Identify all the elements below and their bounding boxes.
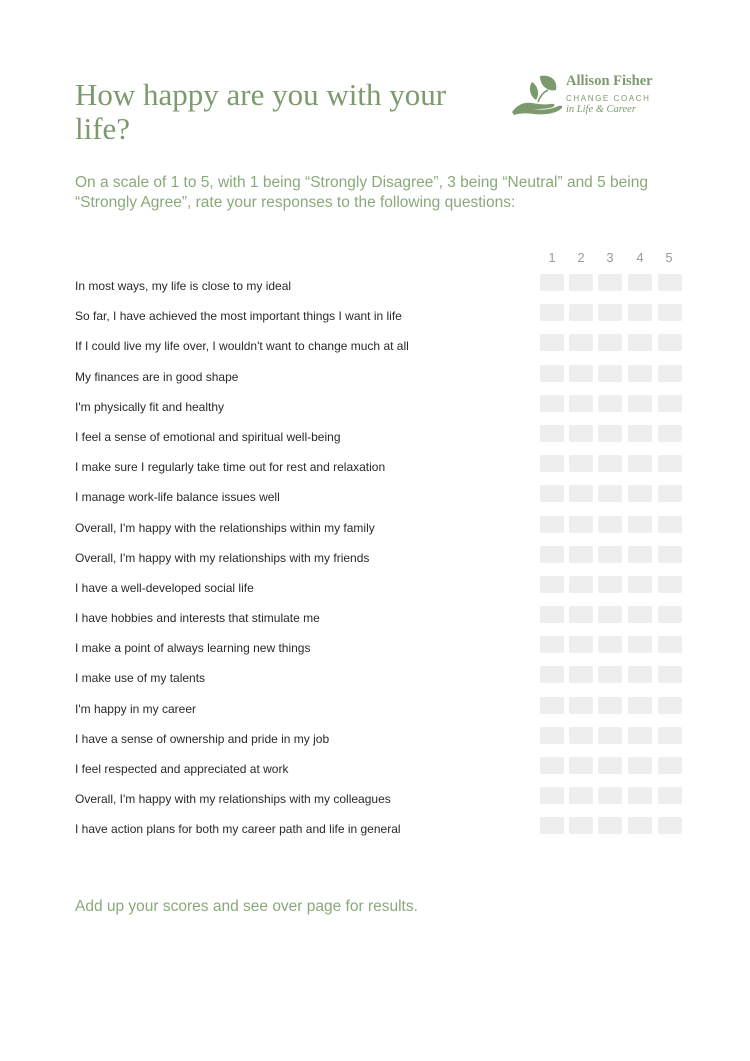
rating-box-5[interactable] (658, 576, 682, 593)
rating-box-1[interactable] (540, 787, 564, 804)
rating-box-2[interactable] (569, 636, 593, 653)
rating-box-2[interactable] (569, 304, 593, 321)
rating-scale-header (539, 250, 689, 266)
question-text: I make sure I regularly take time out for rest and relaxation (75, 460, 386, 475)
rating-box-5[interactable] (658, 274, 682, 291)
rating-box-3[interactable] (598, 817, 622, 834)
question-text: I feel a sense of emotional and spiritual well-being (75, 429, 341, 444)
rating-box-5[interactable] (658, 455, 682, 472)
rating-box-1[interactable] (540, 334, 564, 351)
rating-box-5[interactable] (658, 757, 682, 774)
question-text: I'm happy in my career (75, 701, 197, 716)
scale-label-1: 1 (548, 250, 556, 265)
rating-box-4[interactable] (628, 455, 652, 472)
logo-tagline: CHANGE COACH (566, 94, 651, 103)
question-list (75, 269, 695, 843)
question-text: Overall, I'm happy with my relationships with my colleagues (75, 792, 391, 807)
rating-box-1[interactable] (540, 757, 564, 774)
rating-box-3[interactable] (598, 516, 622, 533)
rating-box-4[interactable] (628, 606, 652, 623)
scale-label-3: 3 (606, 250, 614, 265)
rating-box-2[interactable] (569, 365, 593, 382)
rating-box-2[interactable] (569, 425, 593, 442)
leaf-hand-icon (510, 72, 566, 116)
question-text: In most ways, my life is close to my ideal (75, 279, 292, 293)
rating-box-5[interactable] (658, 425, 682, 442)
rating-box-4[interactable] (628, 757, 652, 774)
rating-box-3[interactable] (598, 274, 622, 291)
question-row (75, 269, 695, 299)
rating-box-4[interactable] (628, 727, 652, 744)
rating-box-3[interactable] (598, 757, 622, 774)
rating-box-3[interactable] (598, 666, 622, 683)
rating-box-4[interactable] (628, 576, 652, 593)
rating-box-1[interactable] (540, 395, 564, 412)
rating-box-2[interactable] (569, 606, 593, 623)
rating-box-3[interactable] (598, 546, 622, 563)
rating-box-5[interactable] (658, 697, 682, 714)
rating-box-2[interactable] (569, 274, 593, 291)
question-text: I make a point of always learning new things (75, 641, 311, 656)
rating-box-4[interactable] (628, 395, 652, 412)
rating-box-5[interactable] (658, 727, 682, 744)
question-row (75, 692, 695, 722)
rating-box-2[interactable] (569, 485, 593, 502)
question-text: Overall, I'm happy with the relationships within my family (75, 520, 375, 535)
rating-box-5[interactable] (658, 606, 682, 623)
instructions: On a scale of 1 to 5, with 1 being “Strongly Disagree”, 3 being “Neutral” and 5 being “Strongly Agree”, rate your responses to the following questions: (75, 174, 648, 211)
scale-label-5: 5 (665, 250, 673, 265)
brand-logo (510, 70, 690, 122)
rating-box-3[interactable] (598, 606, 622, 623)
question-text: I make use of my talents (75, 671, 206, 686)
rating-box-1[interactable] (540, 425, 564, 442)
rating-box-4[interactable] (628, 425, 652, 442)
rating-box-5[interactable] (658, 395, 682, 412)
question-row (75, 329, 695, 359)
rating-box-5[interactable] (658, 636, 682, 653)
rating-box-1[interactable] (540, 546, 564, 563)
rating-box-1[interactable] (540, 304, 564, 321)
rating-box-4[interactable] (628, 636, 652, 653)
rating-box-5[interactable] (658, 485, 682, 502)
question-text: My finances are in good shape (75, 369, 239, 384)
rating-box-5[interactable] (658, 334, 682, 351)
rating-box-1[interactable] (540, 606, 564, 623)
question-text: If I could live my life over, I wouldn't want to change much at all (75, 339, 409, 354)
rating-box-4[interactable] (628, 817, 652, 834)
rating-box-1[interactable] (540, 485, 564, 502)
rating-box-3[interactable] (598, 485, 622, 502)
rating-box-2[interactable] (569, 334, 593, 351)
rating-box-3[interactable] (598, 636, 622, 653)
question-text: I have hobbies and interests that stimulate me (75, 611, 320, 626)
question-row (75, 722, 695, 752)
rating-box-4[interactable] (628, 485, 652, 502)
page-title: How happy are you with your life? (75, 77, 447, 146)
rating-box-4[interactable] (628, 787, 652, 804)
rating-box-4[interactable] (628, 546, 652, 563)
question-text: So far, I have achieved the most important things I want in life (75, 309, 402, 324)
rating-box-3[interactable] (598, 455, 622, 472)
rating-box-1[interactable] (540, 576, 564, 593)
rating-box-1[interactable] (540, 666, 564, 683)
question-row (75, 420, 695, 450)
question-row (75, 360, 695, 390)
footer-note: Add up your scores and see over page for results. (75, 898, 418, 915)
rating-box-3[interactable] (598, 425, 622, 442)
question-text: I feel respected and appreciated at work (75, 762, 289, 776)
question-row (75, 631, 695, 661)
rating-box-1[interactable] (540, 817, 564, 834)
question-row (75, 541, 695, 571)
question-row (75, 511, 695, 541)
rating-box-3[interactable] (598, 304, 622, 321)
question-text: I have a well-developed social life (75, 580, 254, 595)
question-row (75, 812, 695, 842)
question-text: I manage work-life balance issues well (75, 490, 280, 505)
rating-box-2[interactable] (569, 546, 593, 563)
rating-box-4[interactable] (628, 516, 652, 533)
rating-box-5[interactable] (658, 365, 682, 382)
logo-name: Allison Fisher (566, 73, 653, 89)
rating-box-3[interactable] (598, 576, 622, 593)
question-row (75, 782, 695, 812)
question-row (75, 571, 695, 601)
question-row (75, 299, 695, 329)
rating-box-5[interactable] (658, 304, 682, 321)
rating-box-1[interactable] (540, 455, 564, 472)
rating-box-2[interactable] (569, 817, 593, 834)
rating-box-1[interactable] (540, 727, 564, 744)
rating-box-4[interactable] (628, 304, 652, 321)
rating-box-3[interactable] (598, 697, 622, 714)
rating-box-2[interactable] (569, 727, 593, 744)
question-text: I have a sense of ownership and pride in my job (75, 731, 330, 746)
question-row (75, 480, 695, 510)
rating-box-2[interactable] (569, 455, 593, 472)
rating-box-5[interactable] (658, 546, 682, 563)
rating-box-2[interactable] (569, 757, 593, 774)
rating-box-5[interactable] (658, 666, 682, 683)
question-row (75, 601, 695, 631)
rating-box-1[interactable] (540, 636, 564, 653)
rating-box-4[interactable] (628, 666, 652, 683)
rating-box-1[interactable] (540, 365, 564, 382)
question-row (75, 450, 695, 480)
question-text: I have action plans for both my career path and life in general (75, 822, 401, 837)
rating-box-3[interactable] (598, 395, 622, 412)
rating-box-3[interactable] (598, 365, 622, 382)
rating-box-2[interactable] (569, 516, 593, 533)
rating-box-2[interactable] (569, 576, 593, 593)
scale-label-2: 2 (577, 250, 585, 265)
logo-subtitle: in Life & Career (566, 104, 636, 115)
rating-box-2[interactable] (569, 666, 593, 683)
rating-box-1[interactable] (540, 697, 564, 714)
rating-box-5[interactable] (658, 817, 682, 834)
rating-box-3[interactable] (598, 334, 622, 351)
rating-box-4[interactable] (628, 274, 652, 291)
question-row (75, 752, 695, 782)
rating-box-2[interactable] (569, 697, 593, 714)
question-text: Overall, I'm happy with my relationships with my friends (75, 550, 370, 565)
question-row (75, 390, 695, 420)
rating-box-4[interactable] (628, 334, 652, 351)
rating-box-1[interactable] (540, 516, 564, 533)
rating-box-5[interactable] (658, 516, 682, 533)
rating-box-2[interactable] (569, 787, 593, 804)
rating-box-1[interactable] (540, 274, 564, 291)
rating-box-4[interactable] (628, 365, 652, 382)
scale-label-4: 4 (636, 250, 644, 265)
rating-box-3[interactable] (598, 787, 622, 804)
question-row (75, 661, 695, 691)
rating-box-2[interactable] (569, 395, 593, 412)
rating-box-3[interactable] (598, 727, 622, 744)
rating-box-5[interactable] (658, 787, 682, 804)
question-text: I'm physically fit and healthy (75, 399, 225, 414)
rating-box-4[interactable] (628, 697, 652, 714)
